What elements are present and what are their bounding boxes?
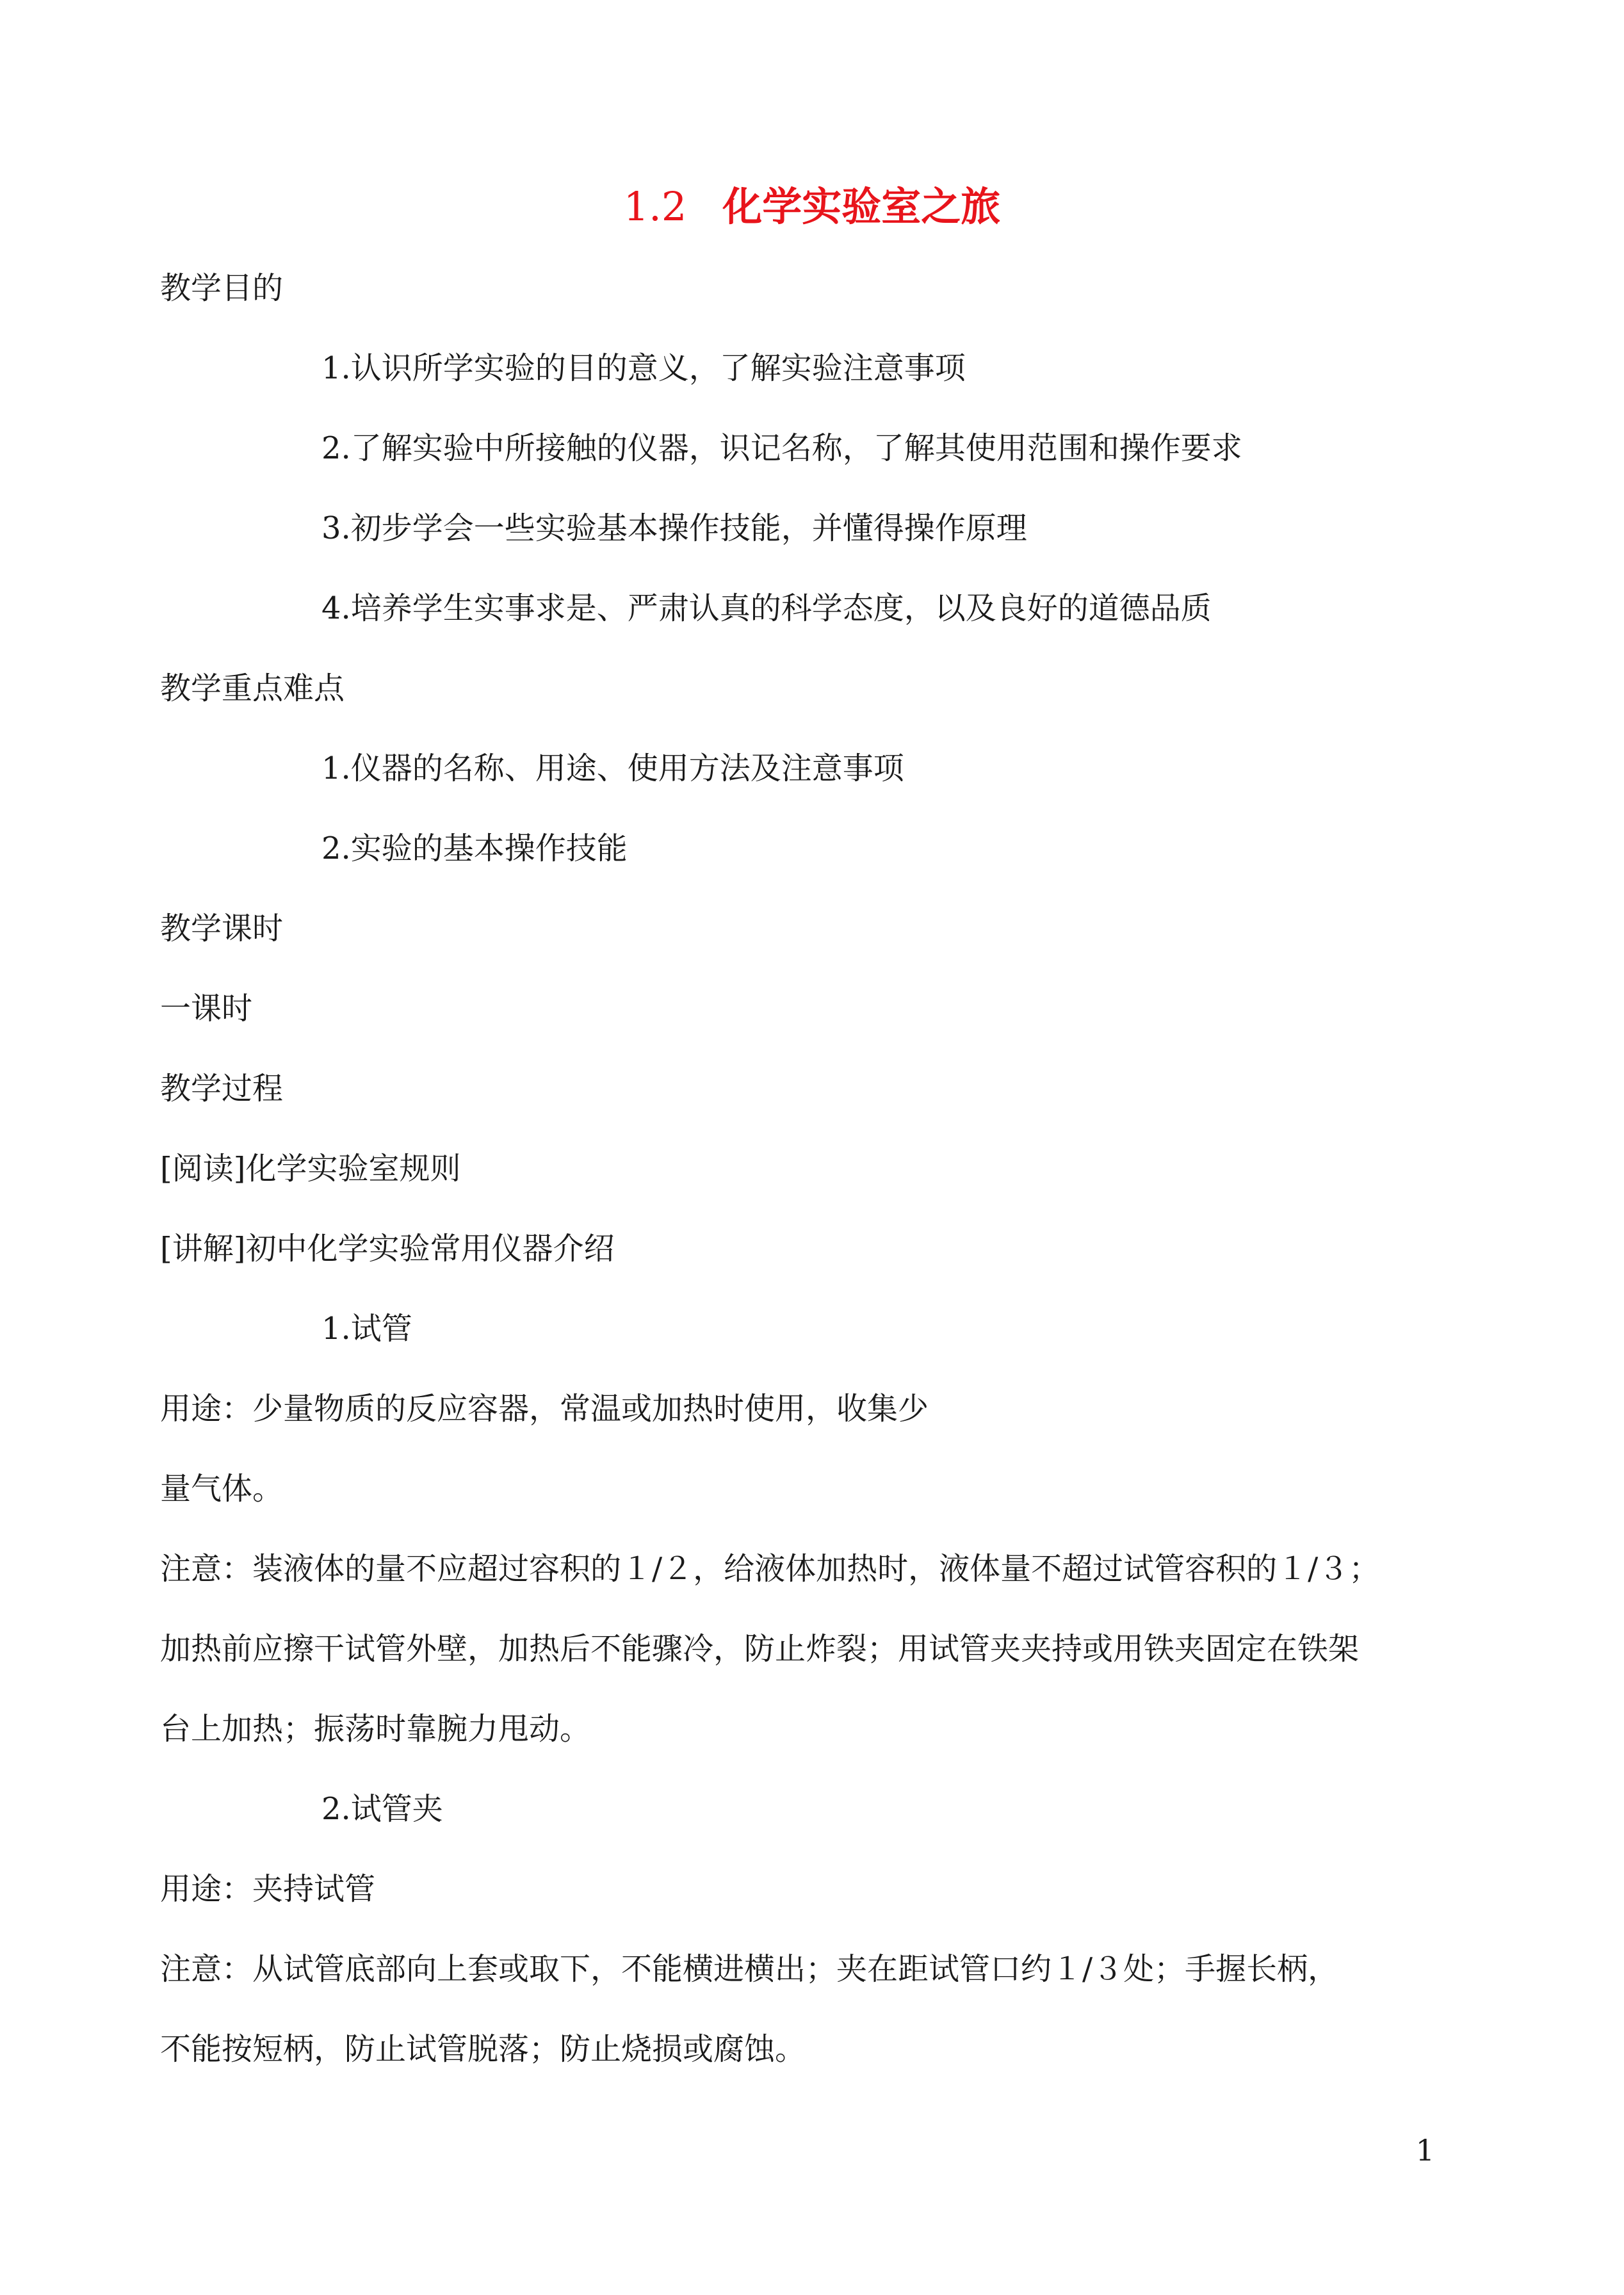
instrument-1-notes-2: 加热前应擦干试管外壁，加热后不能骤冷，防止炸裂；用试管夹夹持或用铁夹固定在铁架: [160, 1631, 1360, 1667]
instrument-1-usage-cont: 量气体。: [160, 1471, 284, 1507]
objective-3: 3.初步学会一些实验基本操作技能，并懂得操作原理: [321, 510, 1027, 546]
heading-teaching-process: 教学过程: [160, 1071, 284, 1107]
key-point-2: 2.实验的基本操作技能: [321, 831, 628, 866]
instrument-1-heading: 1.试管: [321, 1311, 412, 1347]
instrument-1-usage: 用途：少量物质的反应容器，常温或加热时使用，收集少: [160, 1391, 929, 1427]
lecture-item: [讲解]初中化学实验常用仪器介绍: [160, 1231, 615, 1267]
objective-4: 4.培养学生实事求是、严肃认真的科学态度，以及良好的道德品质: [321, 590, 1212, 626]
heading-teaching-objectives: 教学目的: [160, 270, 284, 306]
instrument-2-notes-2: 不能按短柄，防止试管脱落；防止烧损或腐蚀。: [160, 2031, 806, 2067]
key-point-1: 1.仪器的名称、用途、使用方法及注意事项: [321, 750, 904, 786]
instrument-2-usage: 用途：夹持试管: [160, 1871, 376, 1907]
heading-class-hours: 教学课时: [160, 911, 284, 946]
instrument-2-heading: 2.试管夹: [321, 1791, 443, 1827]
page-number: 1: [1415, 2133, 1434, 2168]
instrument-1-notes-3: 台上加热；振荡时靠腕力甩动。: [160, 1711, 591, 1747]
class-hours-value: 一课时: [160, 991, 253, 1026]
instrument-1-notes-1: 注意：装液体的量不应超过容积的１/２，给液体加热时，液体量不超过试管容积的１/３；: [160, 1551, 1380, 1587]
page-title: [0, 172, 1624, 242]
heading-key-points: 教学重点难点: [160, 670, 345, 706]
objective-1: 1.认识所学实验的目的意义，了解实验注意事项: [321, 350, 966, 386]
section-title-text: 化学实验室之旅: [722, 183, 1001, 230]
instrument-2-notes-1: 注意：从试管底部向上套或取下，不能横进横出；夹在距试管口约１/３处；手握长柄，: [160, 1951, 1339, 1987]
objective-2: 2.了解实验中所接触的仪器，识记名称，了解其使用范围和操作要求: [321, 430, 1242, 466]
section-number: 1.2: [623, 183, 687, 230]
reading-item: [阅读]化学实验室规则: [160, 1151, 461, 1187]
